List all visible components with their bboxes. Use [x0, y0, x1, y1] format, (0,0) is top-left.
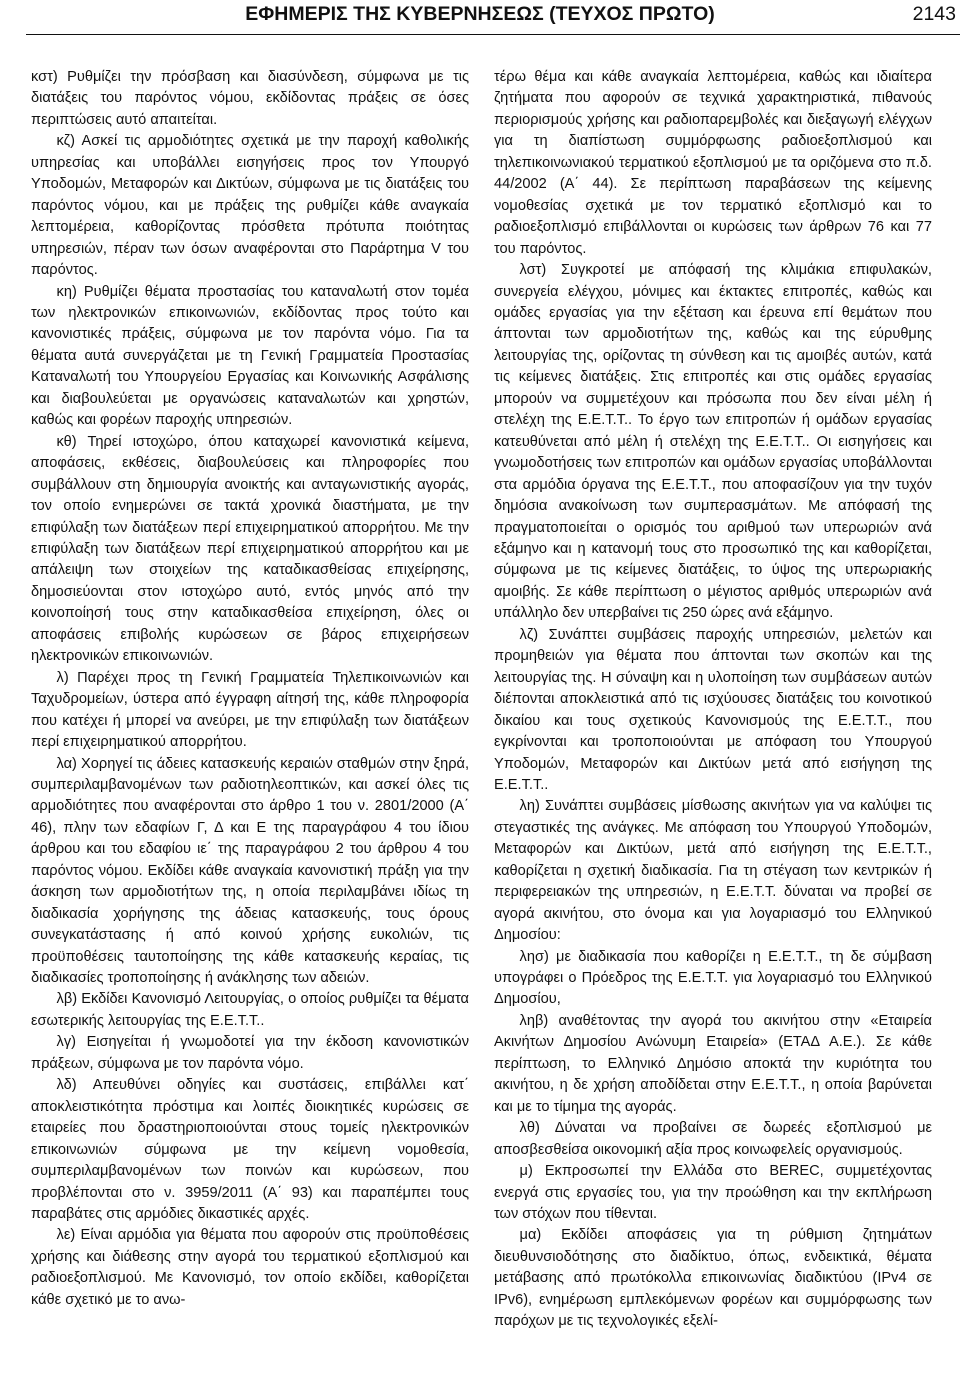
right-column	[494, 67, 932, 1333]
gazette-title: ΕΦΗΜΕΡΙΣ ΤΗΣ ΚΥΒΕΡΝΗΣΕΩΣ (ΤΕΥΧΟΣ ΠΡΩΤΟ)	[245, 3, 715, 25]
paragraph-lb: λβ) Εκδίδει Κανονισμό Λειτουργίας, ο οποίος ρυθμίζει τα θέματα εσωτερικής λειτουργίας της Ε.Ε.Τ.Τ..	[31, 991, 469, 1029]
page-number: 2143	[912, 3, 956, 25]
paragraph-le: λε) Είναι αρμόδια για θέματα που αφορούν στις προϋποθέσεις χρήσης και διάθεσης στην αγορά του τερματικού εξοπλισμού και ραδιοεξοπλισμού. Με Κανονισμό, τον οποίο εκδίδει, καθορίζεται κάθε σχετικό με το ανω-	[31, 1227, 469, 1308]
paragraph-lha: λησ) με διαδικασία που καθορίζει η Ε.Ε.Τ.Τ., τη δε σύμβαση υπογράφει ο Πρόεδρος της Ε.Ε.Τ.Τ. για λογαριασμό του Ελληνικού Δημοσίου,	[494, 948, 932, 1008]
paragraph-ld: λδ) Απευθύνει οδηγίες και συστάσεις, επιβάλλει κατ΄ αποκλειστικότητα πρόστιμα και λοιπές διοικητικές κυρώσεις σε εταιρείες που δραστηριοποιούνται στους τομείς ηλεκτρονικών επικοινωνιών σύμφωνα με την κείμενη νομοθεσία, συμπεριλαμβανομένων των ποινών και κυρώσεων, που προβλέπονται στο ν. 3959/2011 (Α΄ 93) και παραπέμπει τους παραβάτες στις αρμόδιες δικαστικές αρχές.	[31, 1077, 469, 1223]
paragraph-l: λ) Παρέχει προς τη Γενική Γραμματεία Τηλεπικοινωνιών και Ταχυδρομείων, ύστερα από έγγραφη αίτησή της, κάθε πληροφορία που κατέχει ή μπορεί να ανεύρει, με την επιφύλαξη των διατάξεων περί επιχειρηματικού απορρήτου.	[31, 669, 469, 751]
paragraph-m: μ) Εκπροσωπεί την Ελλάδα στο BEREC, συμμετέχοντας ενεργά στις εργασίες του, για την προώθηση και την εκπλήρωση των στόχων που τίθενται.	[494, 1163, 932, 1223]
paragraph-kz: κζ) Ασκεί τις αρμοδιότητες σχετικά με την παροχή καθολικής υπηρεσίας και υποβάλλει εισηγήσεις προς τον Υπουργό Υποδομών, Μεταφορών και Δικτύων, σύμφωνα με τις διατάξεις του παρόντος νόμου, και με πράξεις της ρυθμίζει κάθε αναγκαία λεπτομέρεια, καθορίζοντας πρόσθετα πρότυπα ποιότητας υπηρεσιών, πέραν των όσων αναφέρονται στο Παράρτημα V του παρόντος.	[31, 133, 469, 279]
paragraph-ma: μα) Εκδίδει αποφάσεις για τη ρύθμιση ζητημάτων διευθυνσιοδότησης στο διαδίκτυο, όπως, ενδεικτικά, θέματα μετάβασης από πρωτόκολλα επικοινωνίας διαδικτύου (IPv4 σε IPv6), ενημέρωση εμπλεκόμενων φορέων και συμμόρφωσης των παρόχων με τις τεχνολογικές εξελί-	[494, 1227, 932, 1330]
paragraph-lz: λζ) Συνάπτει συμβάσεις παροχής υπηρεσιών, μελετών και προμηθειών για θέματα που άπτονται των σκοπών και της λειτουργίας της. Η σύναψη και η υλοποίηση των συμβάσεων αυτών διέπονται αποκλειστικά από τις ισχύουσες διατάξεις του κοινοτικού δικαίου και τους σχετικούς Κανονισμούς της Ε.Ε.Τ.Τ., που εγκρίνονται και τροποποιούνται με απόφαση του Υπουργού Υποδομών, Μεταφορών και Δικτύων μετά από εισήγηση της Ε.Ε.Τ.Τ..	[494, 626, 932, 793]
paragraph-lhb: ληβ) αναθέτοντας την αγορά του ακινήτου στην «Εταιρεία Ακινήτων Δημοσίου Ανώνυμη Εταιρεία» (ΕΤΑΔ Α.Ε.). Σε κάθε περίπτωση, το Ελληνικό Δημόσιο αποκτά την κυριότητα του ακινήτου, η δε χρήση αποδίδεται στην Ε.Ε.Τ.Τ., η οποία βαρύνεται και με το τίμημα της αγοράς.	[494, 1012, 932, 1115]
paragraph-kth: κθ) Τηρεί ιστοχώρο, όπου καταχωρεί κανονιστικά κείμενα, αποφάσεις, εκθέσεις, διαβουλεύσεις και πληροφορίες που συμβάλλουν στη δημιουργία ανοικτής και ανταγωνιστικής αγοράς, τον οποίο ενημερώνει σε τακτά χρονικά διαστήματα, με την επιφύλαξη των διατάξεων περί επιχειρηματικού απορρήτου. Με την επιφύλαξη των διατάξεων περί επιχειρηματικού απορρήτου και με απάλειψη των στοιχείων της καταδικασθείσας επιχείρησης, δημοσιεύονται στον ιστοχώρο αυτό, εντός μηνός από την κοινοποίησή τους στην καταδικασθείσα επιχείρηση, όλες οι αποφάσεις επιβολής κυρώσεων σε βάρος επιχειρήσεων ηλεκτρονικών επικοινωνιών.	[31, 433, 469, 665]
left-column	[31, 67, 469, 1311]
paragraph-lg: λγ) Εισηγείται ή γνωμοδοτεί για την έκδοση κανονιστικών πράξεων, σύμφωνα με τον παρόντα νόμο.	[31, 1034, 469, 1072]
paragraph-la: λα) Χορηγεί τις άδειες κατασκευής κεραιών σταθμών στην ξηρά, συμπεριλαμβανομένων των ραδιοτηλεοπτικών, και ασκεί όλες τις αρμοδιότητες που αναφέρονται στο άρθρο 1 του ν. 2801/2000 (Α΄ 46), πλην των εδαφίων Γ, Δ και Ε της παραγράφου 4 του ίδιου άρθρου και του εδαφίου ιε΄ της παραγράφου 2 του άρθρου 4 του παρόντος νόμου. Εκδίδει κάθε αναγκαία κανονιστική πράξη για την άσκηση των αρμοδιοτήτων της, η οποία περιλαμβάνει ιδίως τη διαδικασία χορήγησης της άδειας κατασκευής, τους όρους συνεγκατάστασης ή από κοινού χρήσης ευκολιών, τις προϋποθέσεις ταυτοποίησης της κάθε κατασκευής κεραίας, τις διαδικασίες τροποποίησης ή ανάκλησης των αδειών.	[31, 755, 469, 987]
paragraph-kst: κστ) Ρυθμίζει την πρόσβαση και διασύνδεση, σύμφωνα με τις διατάξεις του παρόντος νόμου, εκδίδοντας πράξεις σε όσες περιπτώσεις αυτό απαιτείται.	[31, 69, 469, 128]
paragraph-kh: κη) Ρυθμίζει θέματα προστασίας του καταναλωτή στον τομέα των ηλεκτρονικών επικοινωνιών, εκδίδοντας προς τούτο και κανονιστικές πράξεις, σύμφωνα με τον παρόντα νόμο. Για τα θέματα αυτά συνεργάζεται με τη Γενική Γραμματεία Προστασίας Καταναλωτή του Υπουργείου Εργασίας και Κοινωνικής Ασφάλισης και διαβουλεύεται με οργανώσεις καταναλωτών και χρηστών, καθώς και φορέων παροχής υπηρεσιών.	[31, 283, 469, 429]
header-rule	[26, 34, 960, 35]
paragraph-lth: λθ) Δύναται να προβαίνει σε δωρεές εξοπλισμού με αποσβεσθείσα οικονομική αξία προς κοινωφελείς οργανισμούς.	[494, 1120, 932, 1158]
paragraph-lst: λστ) Συγκροτεί με απόφασή της κλιμάκια επιφυλακών, συνεργεία ελέγχου, μόνιμες και έκτακτες επιτροπές, καθώς και ομάδες εργασίας για την εξέταση και έρευνα επί θεμάτων που άπτονται των αρμοδιοτήτων της, καθώς και της εύρυθμης λειτουργίας της, ορίζοντας τη σύνθεση και τις αμοιβές αυτών, κατά τις κείμενες διατάξεις. Στις επιτροπές και στις ομάδες εργασίας μπορούν να συμμετέχουν και πρόσωπα που δεν είναι μέλη ή στελέχη της Ε.Ε.Τ.Τ.. Το έργο των επιτροπών ή ομάδων εργασίας κατευθύνεται από μέλη ή στελέχη της Ε.Ε.Τ.Τ.. Οι εισηγήσεις και γνωμοδοτήσεις των επιτροπών και ομάδων εργασίας υποβάλλονται στα αρμόδια όργανα της Ε.Ε.Τ.Τ., που αποφασίζουν για την τυχόν δημόσια ανακοίνωση των συμπερασμάτων. Με απόφασή της πραγματοποιείται ο ορισμός του αριθμού των υπερωριών ανά εξάμηνο και η κατανομή τους στο προσωπικό της και καθορίζεται, σύμφωνα με τις κείμενες διατάξεις, το ύψος της υπερωριακής αμοιβής. Σε κάθε περίπτωση ο μέγιστος αριθμός υπερωριών ανά υπάλληλο δεν υπερβαίνει τις 250 ώρες ανά εξάμηνο.	[494, 262, 932, 622]
paragraph-lh: λη) Συνάπτει συμβάσεις μίσθωσης ακινήτων για να καλύψει τις στεγαστικές της ανάγκες. Με απόφαση του Υπουργού Υποδομών, Μεταφορών και Δικτύων, μετά από εισήγηση της Ε.Ε.Τ.Τ., καθορίζεται η σχετική διαδικασία. Για τη στέγαση των κεντρικών ή περιφερειακών της υπηρεσιών, η Ε.Ε.Τ.Τ. δύναται να προβεί σε αγορά ακινήτου, στο όνομα και για λογαριασμό του Ελληνικού Δημοσίου:	[494, 798, 932, 944]
page-header	[0, 0, 960, 40]
paragraph-le-continued: τέρω θέμα και κάθε αναγκαία λεπτομέρεια, καθώς και ιδιαίτερα ζητήματα που αφορούν σε τεχνικά χαρακτηριστικά, πιθανούς περιορισμούς χρήσης και ραδιοπαρεμβολές και διεξαγωγή ελέγχων για τη διαπίστωση συμμόρφωσης ραδιοεξοπλισμού και τηλεπικοινωνιακού τερματικού εξοπλισμού με τα οριζόμενα στο π.δ. 44/2002 (Α΄ 44). Σε περίπτωση παραβάσεων της κείμενης νομοθεσίας σχετικά με τον τερματικό εξοπλισμό και το ραδιοεξοπλισμό επιβάλλονται οι κυρώσεις των άρθρων 76 και 77 του παρόντος.	[494, 69, 932, 257]
